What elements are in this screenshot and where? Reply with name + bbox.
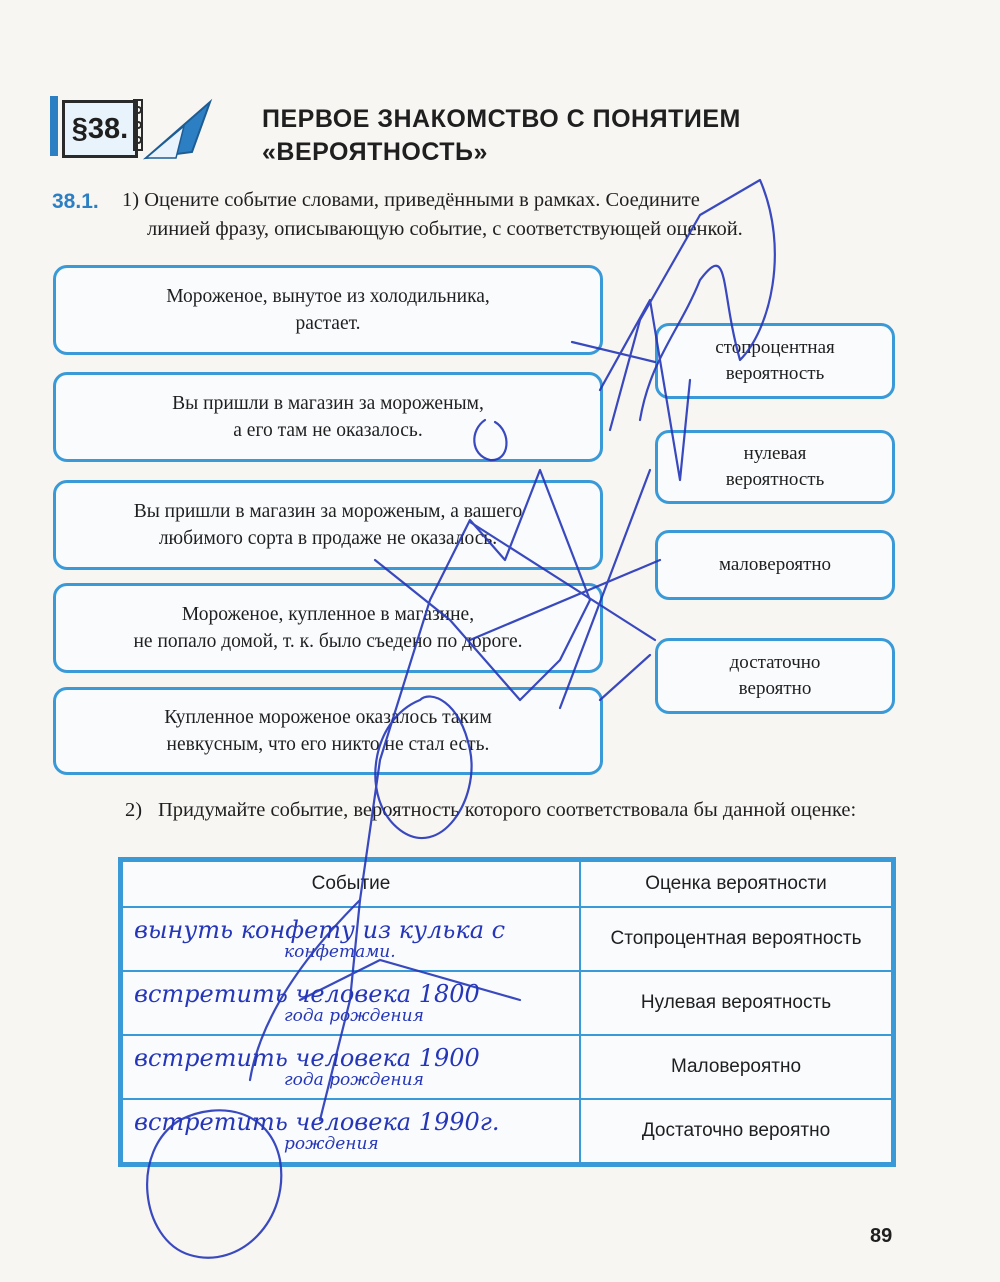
answer-cell[interactable]: [122, 971, 580, 1035]
task-instructions: [122, 186, 902, 244]
answer-cell[interactable]: [122, 1099, 580, 1163]
probability-box-certain: [655, 323, 895, 399]
probability-text: маловероятно: [718, 554, 832, 575]
event-box-1: [53, 265, 603, 355]
event-box-2: [53, 372, 603, 462]
connector-line: [600, 655, 650, 700]
event-text: Мороженое, купленное в магазине,: [181, 604, 475, 625]
event-box-4: [53, 583, 603, 673]
probability-box-zero: [655, 430, 895, 504]
section-title: [262, 103, 822, 169]
table-header-event: Событие: [122, 861, 580, 907]
probability-text: нулевая: [743, 443, 807, 464]
event-text: не попало домой, т. к. было съедено по дороге.: [133, 631, 523, 652]
probability-text: стопроцентная: [715, 337, 835, 358]
answer-table: [118, 857, 896, 1167]
section-number-badge: §38.: [62, 100, 138, 158]
event-text: Мороженое, вынутое из холодильника,: [166, 286, 490, 307]
handwritten-answer: встретить человека 1990г.: [134, 1108, 500, 1136]
event-box-3: [53, 480, 603, 570]
task2-instructions: [125, 795, 898, 825]
handwritten-answer-continued: рождения: [284, 1134, 379, 1154]
event-text: невкусным, что его никто не стал есть.: [166, 734, 490, 755]
event-text: Купленное мороженое оказалось таким: [164, 707, 492, 728]
estimate-cell: Нулевая вероятность: [580, 971, 892, 1035]
table-row: [122, 1099, 892, 1163]
estimate-cell: Стопроцентная вероятность: [580, 907, 892, 971]
task-text-line1: 1) Оцените событие словами, приведёнными в рамках. Соедините: [122, 189, 700, 211]
handwritten-answer-continued: конфетами.: [284, 942, 396, 962]
event-box-5: [53, 687, 603, 775]
handwritten-answer: встретить человека 1800: [134, 980, 480, 1008]
table-row: [122, 907, 892, 971]
section-title-line1: ПЕРВОЕ ЗНАКОМСТВО С ПОНЯТИЕМ: [262, 105, 741, 133]
probability-text: вероятность: [725, 363, 825, 384]
handwritten-answer: вынуть конфету из кулька с: [134, 916, 506, 944]
task2-text: Придумайте событие, вероятность которого соответствовала бы данной оценке:: [158, 799, 857, 821]
event-text: а его там не оказалось.: [233, 420, 423, 441]
table-row: [122, 971, 892, 1035]
handwritten-answer-continued: года рождения: [284, 1006, 424, 1026]
task-number: 38.1.: [52, 190, 99, 213]
notebook-pen-icon: [132, 98, 214, 164]
answer-cell[interactable]: [122, 1035, 580, 1099]
task2-label: 2): [125, 799, 143, 821]
probability-text: достаточно: [729, 652, 821, 673]
handwritten-answer-continued: года рождения: [284, 1070, 424, 1090]
task-text-line2: линией фразу, описывающую событие, с соответствующей оценкой.: [147, 218, 743, 240]
estimate-cell: Маловероятно: [580, 1035, 892, 1099]
handwritten-answer: встретить человека 1900: [134, 1044, 480, 1072]
section-accent-stripe: [50, 96, 58, 156]
table-row: [122, 1035, 892, 1099]
probability-box-unlikely: [655, 530, 895, 600]
event-text: любимого сорта в продаже не оказалось.: [158, 528, 498, 549]
event-text: Вы пришли в магазин за мороженым, а вашего: [133, 501, 523, 522]
section-title-line2: «ВЕРОЯТНОСТЬ»: [262, 138, 488, 166]
answer-cell[interactable]: [122, 907, 580, 971]
probability-box-likely: [655, 638, 895, 714]
table-header-row: [122, 861, 892, 907]
page-number: 89: [870, 1225, 893, 1247]
event-text: Вы пришли в магазин за мороженым,: [172, 393, 484, 414]
table-header-estimate: Оценка вероятности: [580, 861, 892, 907]
estimate-cell: Достаточно вероятно: [580, 1099, 892, 1163]
probability-text: вероятно: [738, 678, 812, 699]
event-text: растает.: [295, 313, 361, 334]
probability-text: вероятность: [725, 469, 825, 490]
